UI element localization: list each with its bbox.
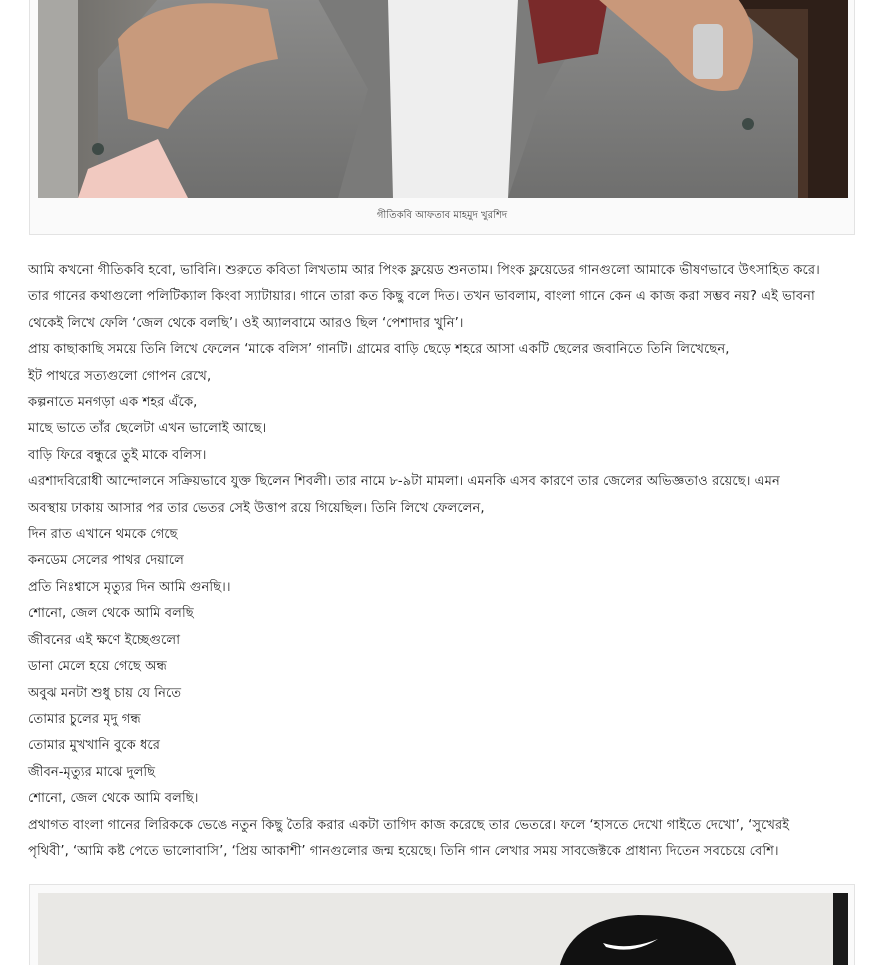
- lyric-line: জীবন-মৃত্যুর মাঝে দুলছি: [28, 764, 156, 780]
- photo-caption: গীতিকবি আফতাব মাহমুদ খুরশিদ: [376, 210, 508, 221]
- lyricist-photo-illustration: [38, 0, 848, 198]
- lyric-line: মাছে ভাতে তাঁর ছেলেটা এখন ভালোই আছে।: [28, 421, 267, 437]
- lyric-line: কল্পনাতে মনগড়া এক শহর এঁকে,: [28, 395, 198, 411]
- lyric-line: তোমার চুলের মৃদু গন্ধ: [28, 711, 141, 727]
- lyric-line: কনডেম সেলের পাথর দেয়ালে: [28, 553, 185, 569]
- lyric-line: শোনো, জেল থেকে আমি বলছি।: [28, 791, 199, 807]
- article-line: তার গানের কথাগুলো পলিটিক্যাল কিংবা স্যাটায়ার। গানে তারা কত কিছু বলে দিত। তখন ভাবলাম, বাংলা গানে কেন এ কাজ করা সম্ভব নয়? এই ভাবনা: [28, 289, 815, 305]
- lyric-line: ইট পাথরে সত্যগুলো গোপন রেখে,: [28, 368, 212, 384]
- lyric-line: তোমার মুখখানি বুকে ধরে: [28, 738, 160, 754]
- article-line: থেকেই লিখে ফেলি ‘জেল থেকে বলছি’। ওই অ্যালবামে আরও ছিল ‘পেশাদার খুনি’।: [28, 315, 464, 331]
- lyricist-photo: [38, 0, 848, 198]
- lyric-line: জীবনের এই ক্ষণে ইচ্ছেগুলো: [28, 632, 181, 648]
- article-line: পৃথিবী’, ‘আমি কষ্ট পেতে ভালোবাসি’, ‘প্রিয় আকাশী’ গানগুলোর জন্ম হয়েছে। তিনি গান লেখার সময় সাবজেক্টকে প্রাধান্য দিতেন সবচেয়ে বেশি।: [28, 843, 779, 859]
- article-line: আমি কখনো গীতিকবি হবো, ভাবিনি। শুরুতে কবিতা লিখতাম আর পিংক ফ্লয়েড শুনতাম। পিংক ফ্লয়েডের গানগুলো আমাকে ভীষণভাবে উৎসাহিত করে।: [28, 263, 820, 278]
- cap-photo: [38, 893, 848, 965]
- lyric-line: বাড়ি ফিরে বন্ধুরে তুই মাকে বলিস।: [28, 447, 207, 463]
- article-line: এরশাদবিরোধী আন্দোলনে সক্রিয়ভাবে যুক্ত ছিলেন শিবলী। তার নামে ৮-৯টা মামলা। এমনকি এসব কারণে তার জেলের অভিজ্ঞতাও রয়েছে। এমন: [28, 474, 780, 490]
- lyric-line: অবুঝ মনটা শুধু চায় যে নিতে: [28, 685, 182, 701]
- lyric-line: শোনো, জেল থেকে আমি বলছি: [28, 606, 194, 622]
- article-body: [28, 258, 854, 865]
- lyric-line: ডানা মেলে হয়ে গেছে অন্ধ: [28, 659, 167, 675]
- lyric-line: প্রতি নিঃশ্বাসে মৃত্যুর দিন আমি গুনছি।।: [28, 579, 231, 595]
- top-figure: [29, 0, 855, 235]
- cap-photo-illustration: [38, 893, 848, 965]
- article-line: অবস্থায় ঢাকায় আসার পর তার ভেতর সেই উত্তাপ রয়ে গিয়েছিল। তিনি লিখে ফেললেন,: [28, 500, 485, 516]
- article-line: প্রথাগত বাংলা গানের লিরিককে ভেঙে নতুন কিছু তৈরি করার একটা তাগিদ কাজ করেছে তার ভেতরে। ফলে ‘হাসতে দেখো গাইতে দেখো’, ‘সুখেরই: [28, 817, 790, 833]
- bottom-figure: [29, 884, 855, 965]
- lyric-line: দিন রাত এখানে থমকে গেছে: [28, 527, 178, 543]
- article-line: প্রায় কাছাকাছি সময়ে তিনি লিখে ফেলেন ‘মাকে বলিস’ গানটি। গ্রামের বাড়ি ছেড়ে শহরে আসা একটি ছেলের জবানিতে তিনি লিখেছেন,: [28, 342, 730, 358]
